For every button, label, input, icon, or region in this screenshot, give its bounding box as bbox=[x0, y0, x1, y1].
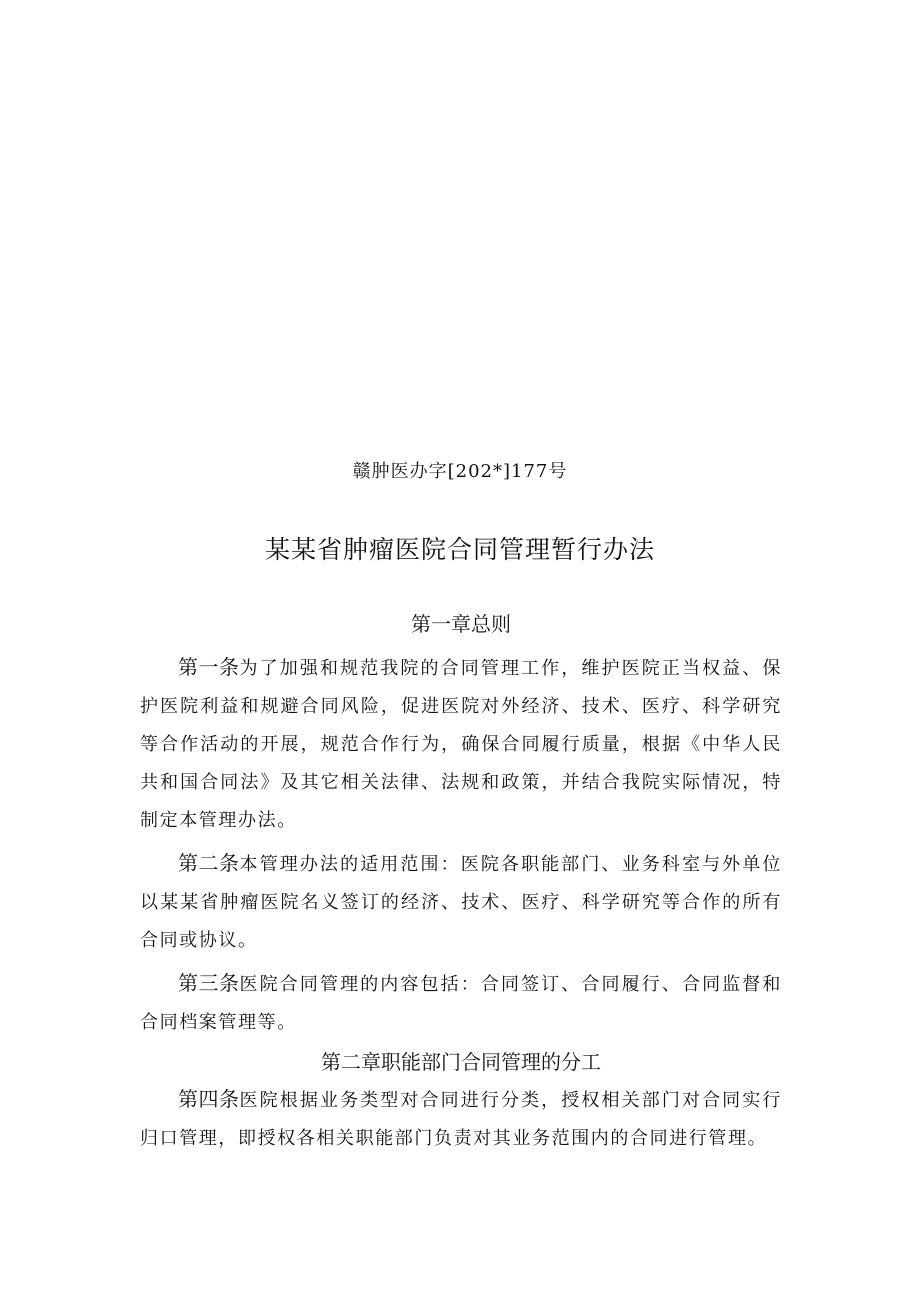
article-text: 本管理办法的适用范围：医院各职能部门、业务科室与外单位以某某省肿瘤医院名义签订的经济、技术、医疗、科学研究等合作的所有合同或协议。 bbox=[140, 854, 782, 951]
article-2 bbox=[140, 844, 782, 960]
document-number: 赣肿医办字[202*]177号 bbox=[352, 461, 568, 482]
document-body bbox=[140, 608, 782, 1162]
document-title: 某某省肿瘤医院合同管理暂行办法 bbox=[264, 535, 655, 564]
article-text: 医院合同管理的内容包括：合同签订、合同履行、合同监督和合同档案管理等。 bbox=[140, 974, 782, 1033]
article-label: 第四条 bbox=[178, 1087, 240, 1111]
chapter-heading: 第一章总则 bbox=[411, 612, 511, 636]
article-text: 为了加强和规范我院的合同管理工作，维护医院正当权益、保护医院利益和规避合同风险，促进医院对外经济、技术、医疗、科学研究等合作活动的开展，规范合作行为，确保合同履行质量，根据《中华人民共和国合同法》及其它相关法律、法规和政策，并结合我院实际情况，特制定本管理办法。 bbox=[140, 658, 782, 831]
article-4 bbox=[140, 1080, 782, 1158]
article-label: 第一条 bbox=[178, 655, 240, 679]
article-text: 医院根据业务类型对合同进行分类，授权相关部门对合同实行归口管理，即授权各相关职能部门负责对其业务范围内的合同进行管理。 bbox=[140, 1090, 782, 1149]
article-3 bbox=[140, 964, 782, 1042]
chapter-heading: 第二章职能部门合同管理的分工 bbox=[321, 1050, 601, 1074]
article-1 bbox=[140, 648, 782, 840]
article-label: 第二条 bbox=[178, 851, 240, 875]
article-label: 第三条 bbox=[178, 971, 240, 995]
